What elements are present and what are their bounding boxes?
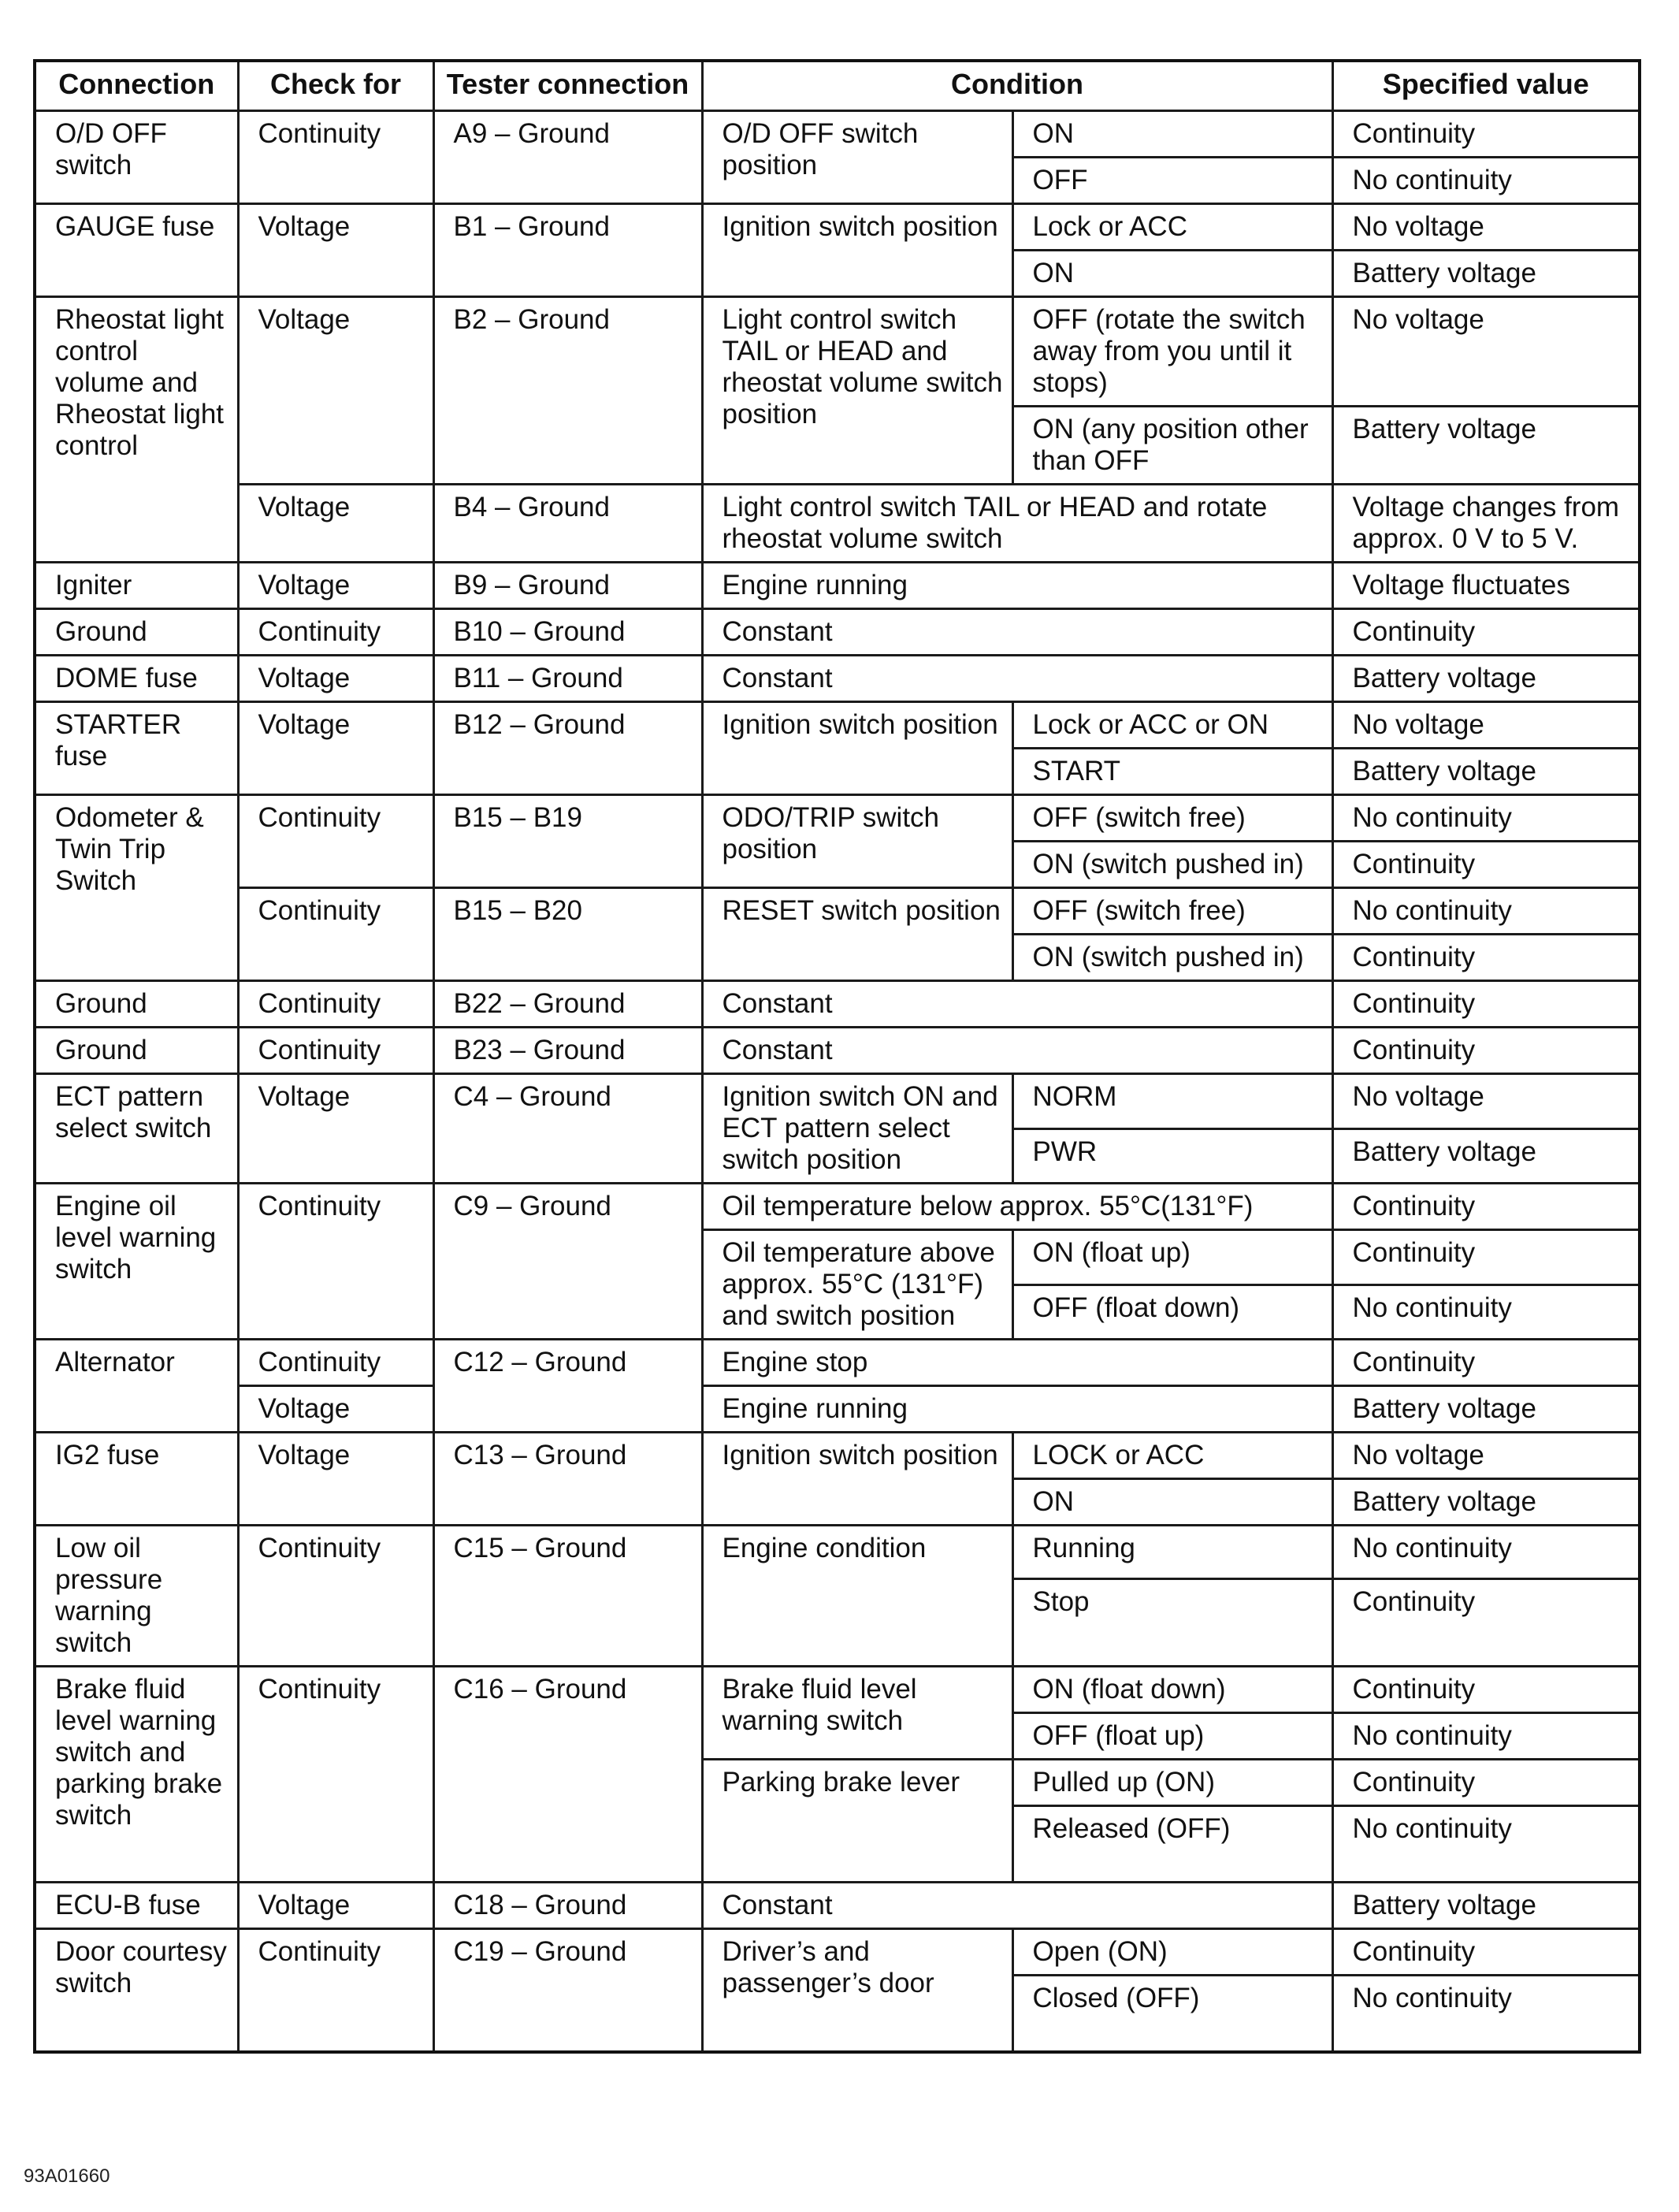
- connection-cell: GAUGE fuse: [35, 204, 238, 297]
- condition-state-cell: Lock or ACC: [1012, 204, 1332, 251]
- condition-cell: Oil temperature below approx. 55°C(131°F): [702, 1184, 1332, 1230]
- specified-value-cell: No continuity: [1332, 158, 1640, 204]
- table-row: [35, 1929, 1640, 1976]
- check-for-cell: Continuity: [238, 1184, 433, 1340]
- specified-value-cell: No continuity: [1332, 795, 1640, 842]
- specified-value-cell: Continuity: [1332, 1184, 1640, 1230]
- table-row: [35, 1883, 1640, 1929]
- check-for-cell: Continuity: [238, 888, 433, 981]
- table-row: [35, 485, 1640, 563]
- table-row: [35, 609, 1640, 656]
- check-for-cell: Voltage: [238, 656, 433, 702]
- table-row: [35, 563, 1640, 609]
- condition-cell: Ignition switch position: [702, 204, 1012, 297]
- specified-value-cell: No voltage: [1332, 1074, 1640, 1129]
- tester-connection-cell: A9 – Ground: [433, 111, 702, 204]
- connection-cell: Odometer & Twin Trip Switch: [35, 795, 238, 981]
- tester-connection-cell: C19 – Ground: [433, 1929, 702, 2053]
- tester-connection-cell: C9 – Ground: [433, 1184, 702, 1340]
- specified-value-cell: No continuity: [1332, 1806, 1640, 1883]
- specified-value-cell: Battery voltage: [1332, 407, 1640, 485]
- header-check-for: Check for: [238, 61, 433, 111]
- specified-value-cell: Battery voltage: [1332, 251, 1640, 297]
- table-row: [35, 888, 1640, 935]
- specified-value-cell: Continuity: [1332, 1578, 1640, 1666]
- table-row: [35, 1526, 1640, 1579]
- table-row: [35, 1433, 1640, 1479]
- condition-cell: Parking brake lever: [702, 1760, 1012, 1883]
- connection-cell: Ground: [35, 981, 238, 1028]
- tester-connection-cell: B23 – Ground: [433, 1028, 702, 1074]
- tester-connection-cell: B12 – Ground: [433, 702, 702, 795]
- condition-cell: Ignition switch position: [702, 1433, 1012, 1526]
- header-condition: Condition: [702, 61, 1332, 111]
- connection-cell: IG2 fuse: [35, 1433, 238, 1526]
- table-row: [35, 204, 1640, 251]
- condition-cell: Ignition switch ON and ECT pattern select switch position: [702, 1074, 1012, 1184]
- condition-cell: Engine condition: [702, 1526, 1012, 1667]
- specified-value-cell: Continuity: [1332, 1760, 1640, 1806]
- table-body: [35, 111, 1640, 2053]
- table-row: [35, 981, 1640, 1028]
- check-for-cell: Voltage: [238, 702, 433, 795]
- specified-value-cell: Continuity: [1332, 1230, 1640, 1285]
- condition-cell: Constant: [702, 609, 1332, 656]
- condition-state-cell: Released (OFF): [1012, 1806, 1332, 1883]
- specified-value-cell: Continuity: [1332, 935, 1640, 981]
- table-row: [35, 1386, 1640, 1433]
- tester-connection-cell: B10 – Ground: [433, 609, 702, 656]
- connection-cell: DOME fuse: [35, 656, 238, 702]
- connection-cell: O/D OFF switch: [35, 111, 238, 204]
- check-for-cell: Continuity: [238, 1667, 433, 1883]
- condition-cell: O/D OFF switch position: [702, 111, 1012, 204]
- connection-cell: Rheostat light control volume and Rheostat light control: [35, 297, 238, 563]
- check-for-cell: Voltage: [238, 297, 433, 485]
- table-row: [35, 1074, 1640, 1129]
- condition-state-cell: OFF (switch free): [1012, 888, 1332, 935]
- condition-state-cell: Open (ON): [1012, 1929, 1332, 1976]
- condition-cell: Light control switch TAIL or HEAD and rotate rheostat volume switch: [702, 485, 1332, 563]
- condition-cell: Engine stop: [702, 1340, 1332, 1386]
- table-row: [35, 656, 1640, 702]
- specified-value-cell: Battery voltage: [1332, 749, 1640, 795]
- condition-cell: Engine running: [702, 1386, 1332, 1433]
- tester-connection-cell: B2 – Ground: [433, 297, 702, 485]
- condition-state-cell: ON (switch pushed in): [1012, 842, 1332, 888]
- table-row: [35, 1667, 1640, 1713]
- condition-state-cell: PWR: [1012, 1128, 1332, 1184]
- condition-state-cell: ON (any position other than OFF: [1012, 407, 1332, 485]
- condition-cell: Constant: [702, 656, 1332, 702]
- tester-connection-cell: B15 – B19: [433, 795, 702, 888]
- specified-value-cell: Battery voltage: [1332, 1128, 1640, 1184]
- condition-state-cell: Stop: [1012, 1578, 1332, 1666]
- condition-cell: Constant: [702, 1883, 1332, 1929]
- condition-state-cell: ON (switch pushed in): [1012, 935, 1332, 981]
- header-connection: Connection: [35, 61, 238, 111]
- specified-value-cell: Battery voltage: [1332, 1386, 1640, 1433]
- condition-state-cell: Lock or ACC or ON: [1012, 702, 1332, 749]
- specified-value-cell: Continuity: [1332, 111, 1640, 158]
- condition-cell: Ignition switch position: [702, 702, 1012, 795]
- condition-state-cell: NORM: [1012, 1074, 1332, 1129]
- check-for-cell: Voltage: [238, 204, 433, 297]
- condition-state-cell: OFF (switch free): [1012, 795, 1332, 842]
- tester-connection-cell: C16 – Ground: [433, 1667, 702, 1883]
- condition-state-cell: Closed (OFF): [1012, 1976, 1332, 2053]
- specified-value-cell: Continuity: [1332, 842, 1640, 888]
- check-for-cell: Continuity: [238, 609, 433, 656]
- inspection-spec-table: [33, 59, 1641, 2054]
- tester-connection-cell: C15 – Ground: [433, 1526, 702, 1667]
- table-row: [35, 1340, 1640, 1386]
- connection-cell: Ground: [35, 1028, 238, 1074]
- table-row: [35, 297, 1640, 407]
- specified-value-cell: Voltage fluctuates: [1332, 563, 1640, 609]
- tester-connection-cell: B4 – Ground: [433, 485, 702, 563]
- check-for-cell: Continuity: [238, 1340, 433, 1386]
- check-for-cell: Voltage: [238, 1074, 433, 1184]
- specified-value-cell: Continuity: [1332, 1340, 1640, 1386]
- check-for-cell: Continuity: [238, 1526, 433, 1667]
- tester-connection-cell: C18 – Ground: [433, 1883, 702, 1929]
- specified-value-cell: Continuity: [1332, 609, 1640, 656]
- connection-cell: Engine oil level warning switch: [35, 1184, 238, 1340]
- condition-state-cell: ON: [1012, 111, 1332, 158]
- specified-value-cell: Battery voltage: [1332, 1883, 1640, 1929]
- specified-value-cell: No continuity: [1332, 888, 1640, 935]
- figure-id: 93A01660: [24, 2166, 110, 2187]
- specified-value-cell: Continuity: [1332, 1028, 1640, 1074]
- check-for-cell: Continuity: [238, 981, 433, 1028]
- tester-connection-cell: C4 – Ground: [433, 1074, 702, 1184]
- condition-cell: Driver’s and passenger’s door: [702, 1929, 1012, 2053]
- connection-cell: ECT pattern select switch: [35, 1074, 238, 1184]
- header-tester-connection: Tester connection: [433, 61, 702, 111]
- connection-cell: Igniter: [35, 563, 238, 609]
- condition-cell: Brake fluid level warning switch: [702, 1667, 1012, 1760]
- header-row: [35, 61, 1640, 111]
- specified-value-cell: Continuity: [1332, 981, 1640, 1028]
- condition-state-cell: LOCK or ACC: [1012, 1433, 1332, 1479]
- connection-cell: STARTER fuse: [35, 702, 238, 795]
- tester-connection-cell: B22 – Ground: [433, 981, 702, 1028]
- tester-connection-cell: B11 – Ground: [433, 656, 702, 702]
- connection-cell: ECU-B fuse: [35, 1883, 238, 1929]
- condition-state-cell: START: [1012, 749, 1332, 795]
- check-for-cell: Continuity: [238, 1028, 433, 1074]
- condition-cell: Oil temperature above approx. 55°C (131°F) and switch position: [702, 1230, 1012, 1340]
- connection-cell: Alternator: [35, 1340, 238, 1433]
- condition-state-cell: OFF (float down): [1012, 1284, 1332, 1340]
- condition-state-cell: ON (float up): [1012, 1230, 1332, 1285]
- condition-state-cell: OFF (float up): [1012, 1713, 1332, 1760]
- specified-value-cell: No voltage: [1332, 702, 1640, 749]
- specified-value-cell: No continuity: [1332, 1526, 1640, 1579]
- specified-value-cell: Continuity: [1332, 1667, 1640, 1713]
- check-for-cell: Voltage: [238, 1433, 433, 1526]
- table-row: [35, 795, 1640, 842]
- table-row: [35, 702, 1640, 749]
- condition-state-cell: ON: [1012, 1479, 1332, 1526]
- condition-state-cell: Pulled up (ON): [1012, 1760, 1332, 1806]
- connection-cell: Door courtesy switch: [35, 1929, 238, 2053]
- connection-cell: Brake fluid level warning switch and parking brake switch: [35, 1667, 238, 1883]
- specified-value-cell: No continuity: [1332, 1284, 1640, 1340]
- tester-connection-cell: B15 – B20: [433, 888, 702, 981]
- specified-value-cell: No continuity: [1332, 1976, 1640, 2053]
- specified-value-cell: Voltage changes from approx. 0 V to 5 V.: [1332, 485, 1640, 563]
- specified-value-cell: Battery voltage: [1332, 656, 1640, 702]
- condition-state-cell: ON: [1012, 251, 1332, 297]
- condition-cell: Constant: [702, 1028, 1332, 1074]
- condition-state-cell: Running: [1012, 1526, 1332, 1579]
- table-row: [35, 1184, 1640, 1230]
- table-row: [35, 1028, 1640, 1074]
- condition-state-cell: ON (float down): [1012, 1667, 1332, 1713]
- tester-connection-cell: B1 – Ground: [433, 204, 702, 297]
- tester-connection-cell: B9 – Ground: [433, 563, 702, 609]
- header-specified-value: Specified value: [1332, 61, 1640, 111]
- specified-value-cell: No continuity: [1332, 1713, 1640, 1760]
- tester-connection-cell: C13 – Ground: [433, 1433, 702, 1526]
- specified-value-cell: Continuity: [1332, 1929, 1640, 1976]
- table-header: [35, 61, 1640, 111]
- condition-state-cell: OFF: [1012, 158, 1332, 204]
- condition-cell: RESET switch position: [702, 888, 1012, 981]
- check-for-cell: Voltage: [238, 1883, 433, 1929]
- condition-cell: Light control switch TAIL or HEAD and rheostat volume switch position: [702, 297, 1012, 485]
- connection-cell: Low oil pressure warning switch: [35, 1526, 238, 1667]
- check-for-cell: Continuity: [238, 111, 433, 204]
- check-for-cell: Continuity: [238, 795, 433, 888]
- tester-connection-cell: C12 – Ground: [433, 1340, 702, 1433]
- condition-cell: Constant: [702, 981, 1332, 1028]
- check-for-cell: Voltage: [238, 1386, 433, 1433]
- specified-value-cell: No voltage: [1332, 1433, 1640, 1479]
- check-for-cell: Voltage: [238, 563, 433, 609]
- condition-state-cell: OFF (rotate the switch away from you until it stops): [1012, 297, 1332, 407]
- specified-value-cell: Battery voltage: [1332, 1479, 1640, 1526]
- check-for-cell: Voltage: [238, 485, 433, 563]
- condition-cell: ODO/TRIP switch position: [702, 795, 1012, 888]
- table-row: [35, 111, 1640, 158]
- specified-value-cell: No voltage: [1332, 297, 1640, 407]
- check-for-cell: Continuity: [238, 1929, 433, 2053]
- connection-cell: Ground: [35, 609, 238, 656]
- condition-cell: Engine running: [702, 563, 1332, 609]
- specified-value-cell: No voltage: [1332, 204, 1640, 251]
